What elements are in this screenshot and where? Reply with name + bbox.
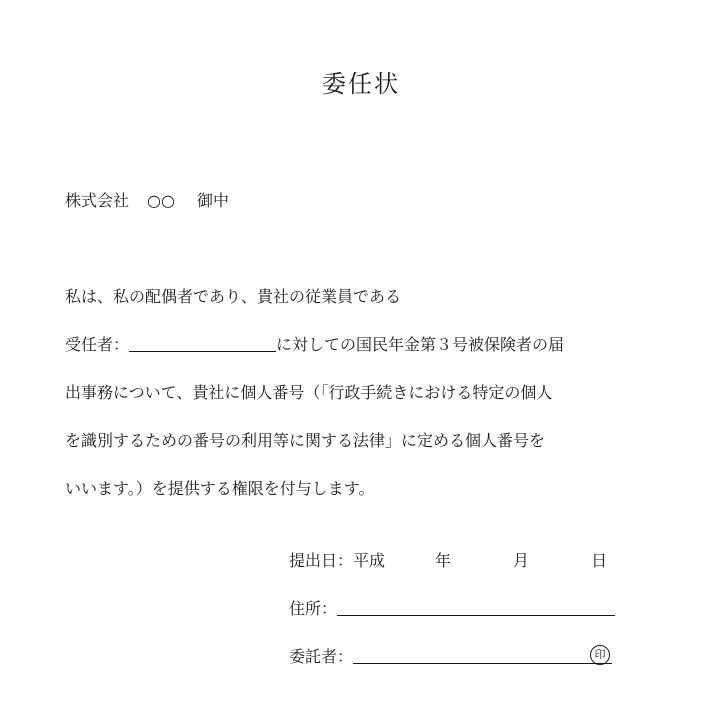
body-line-1: 私は、私の配偶者であり、貴社の従業員である xyxy=(65,287,402,306)
address-blank[interactable] xyxy=(337,599,615,616)
addressee-name: ○○ xyxy=(147,191,175,210)
document-title: 委任状 xyxy=(322,70,400,98)
addressee-honorific: 御中 xyxy=(196,191,229,210)
body-line-2-text: に対しての国民年金第３号被保険者の届 xyxy=(276,335,565,354)
date-era: 平成 xyxy=(353,551,386,570)
date-label: 提出日： xyxy=(289,551,354,570)
date-month-unit: 月 xyxy=(513,551,530,570)
date-year-unit: 年 xyxy=(435,551,452,570)
address-row xyxy=(289,598,615,620)
address-label: 住所： xyxy=(289,599,338,618)
body-line-2 xyxy=(65,334,564,356)
agent-name-blank[interactable] xyxy=(129,335,276,352)
seal-mark: 印 xyxy=(590,645,610,665)
submission-date-row xyxy=(289,550,607,572)
agent-label: 受任者： xyxy=(65,335,130,354)
date-day-unit: 日 xyxy=(591,551,608,570)
body-line-4: を識別するための番号の利用等に関する法律」に定める個人番号を xyxy=(65,431,546,450)
delegator-label: 委託者： xyxy=(289,647,354,666)
delegator-row xyxy=(289,646,612,668)
addressee xyxy=(65,190,229,212)
delegator-name-blank[interactable] xyxy=(353,647,612,664)
addressee-company: 株式会社 xyxy=(65,191,130,210)
body-line-5: いいます。）を提供する権限を付与します。 xyxy=(65,479,375,498)
body-line-3: 出事務について、貴社に個人番号（「行政手続きにおける特定の個人 xyxy=(65,383,553,402)
